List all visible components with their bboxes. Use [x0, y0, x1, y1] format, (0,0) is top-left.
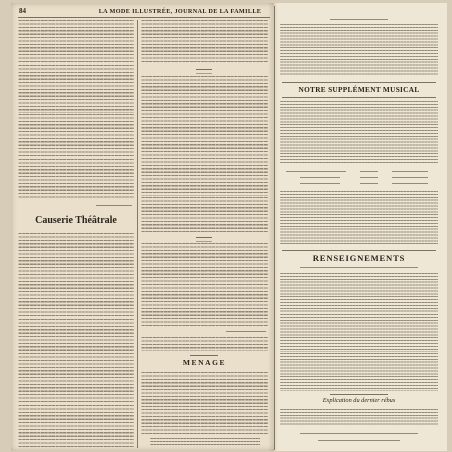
text-block [141, 20, 268, 64]
text-block [141, 76, 268, 116]
text-block [141, 409, 268, 435]
text-block [280, 409, 438, 425]
section-heading-renseignements: RENSEIGNEMENTS [312, 253, 406, 263]
heading-rule [190, 355, 218, 356]
subheading-line [330, 19, 388, 20]
table-row [360, 171, 378, 172]
text-block [18, 319, 134, 359]
text-block [18, 360, 134, 404]
column-separator-1 [137, 20, 138, 448]
table-row [392, 177, 428, 178]
column-separator-2 [274, 6, 275, 450]
section-rule [330, 394, 388, 395]
table-row [360, 177, 378, 178]
text-block [280, 353, 438, 391]
table-row [392, 171, 428, 172]
text-block [141, 197, 268, 233]
text-block [141, 158, 268, 196]
text-block [18, 65, 134, 113]
text-block [280, 273, 438, 313]
section-heading-music-supplement: NOTRE SUPPLÉMENT MUSICAL [298, 85, 420, 94]
text-block [18, 233, 134, 273]
text-block [280, 314, 438, 352]
footnote-block [150, 438, 260, 446]
text-block [141, 284, 268, 326]
text-block [18, 20, 134, 64]
footer-line [300, 433, 418, 434]
section-rule [282, 82, 436, 83]
section-heading-menage: MENAGE [182, 358, 227, 367]
text-block [280, 101, 438, 165]
table-row [300, 177, 340, 178]
text-block [141, 117, 268, 157]
section-rule [282, 97, 436, 98]
table-row [286, 171, 346, 172]
text-block [18, 159, 134, 199]
table-row [300, 183, 340, 184]
section-heading-rebus: Explication du dernier rébus [322, 397, 396, 404]
section-ornament [196, 69, 212, 74]
table-row [392, 183, 428, 184]
section-ornament [196, 237, 212, 242]
subheading-line [300, 267, 418, 268]
page-fold-shadow [268, 3, 278, 451]
text-block [280, 24, 438, 76]
section-heading-causerie: Causerie Théâtrale [35, 215, 117, 226]
text-block [141, 243, 268, 283]
text-block [280, 191, 438, 245]
signature-line [226, 331, 266, 332]
header-rule [18, 17, 270, 18]
text-block [141, 372, 268, 408]
text-block [18, 274, 134, 318]
table-row [360, 183, 378, 184]
footer-line [318, 440, 400, 441]
text-block [18, 405, 134, 448]
signature-line [96, 205, 132, 206]
text-block [18, 114, 134, 158]
section-rule [282, 250, 436, 251]
text-block [141, 337, 268, 351]
journal-title: LA MODE ILLUSTRÉE, JOURNAL DE LA FAMILLE [98, 7, 262, 15]
page-number: 84 [19, 7, 26, 15]
